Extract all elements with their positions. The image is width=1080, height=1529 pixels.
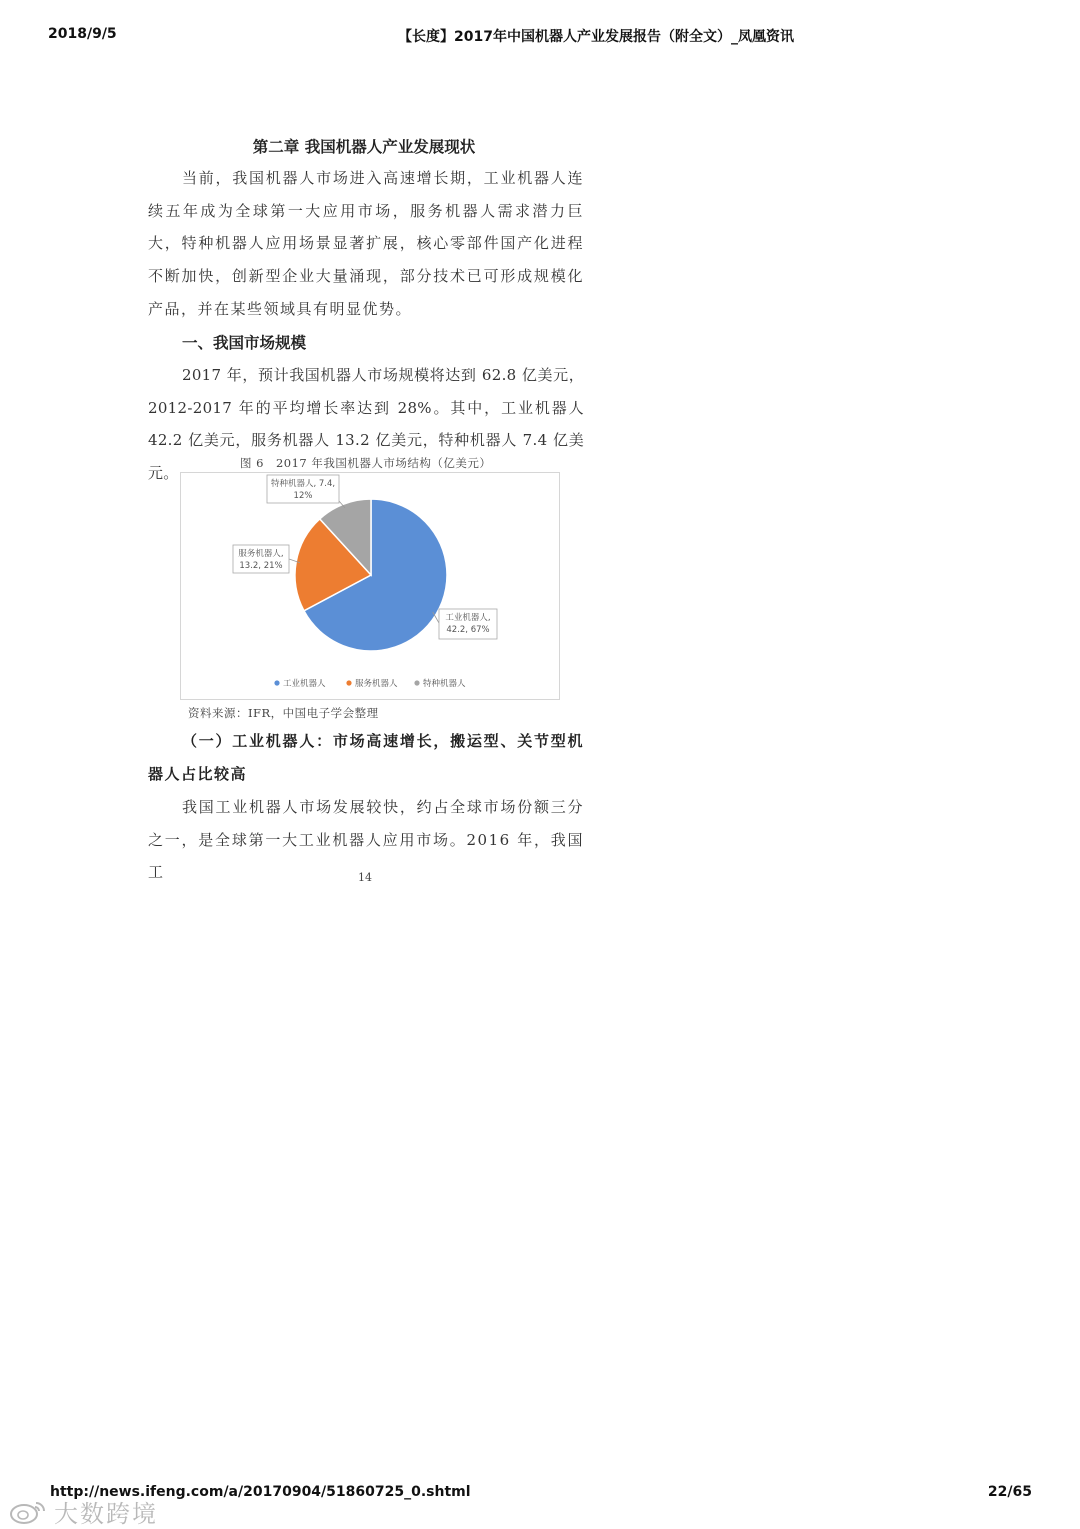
document-page-number: 14 bbox=[358, 871, 372, 884]
page-title: 【长度】2017年中国机器人产业发展报告（附全文）_凤凰资讯 bbox=[398, 29, 794, 45]
industrial-robot-paragraph: 我国工业机器人市场发展较快，约占全球市场份额三分之一，是全球第一大工业机器人应用市场。2016 年，我国工 bbox=[148, 798, 584, 882]
intro-paragraph: 当前，我国机器人市场进入高速增长期，工业机器人连续五年成为全球第一大应用市场，服务机器人需求潜力巨大，特种机器人应用场景显著扩展，核心零部件国产化进程不断加快，创新型企业大量涌现，部分技术已可形成规模化产品，并在某些领域具有明显优势。 bbox=[148, 169, 584, 318]
chapter-title: 第二章 我国机器人产业发展现状 bbox=[252, 138, 476, 156]
legend-marker bbox=[346, 680, 351, 685]
weibo-logo-icon bbox=[8, 1497, 48, 1525]
figure-caption: 图 6 2017 年我国机器人市场结构（亿美元） bbox=[240, 456, 492, 470]
legend-label: 特种机器人 bbox=[423, 679, 466, 689]
pie-chart-frame bbox=[180, 472, 560, 700]
legend-label: 服务机器人 bbox=[355, 679, 398, 689]
data-label-name: 工业机器人, bbox=[445, 613, 491, 623]
watermark-text: 大数跨境 bbox=[54, 1499, 158, 1528]
section-heading: 一、我国市场规模 bbox=[182, 334, 307, 352]
legend-marker bbox=[274, 680, 279, 685]
source-note: 资料来源：IFR，中国电子学会整理 bbox=[188, 706, 379, 720]
data-label-value: 42.2, 67% bbox=[446, 625, 490, 635]
legend-label: 工业机器人 bbox=[283, 679, 326, 689]
data-label-name: 特种机器人, 7.4, bbox=[270, 479, 336, 489]
data-label-value: 13.2, 21% bbox=[239, 561, 283, 571]
market-size-paragraph: 2017 年，预计我国机器人市场规模将达到 62.8 亿美元，2012-2017 年的平均增长率达到 28%。其中，工业机器人 42.2 亿美元，服务机器人 13.2 亿美元，特种机器人 7.4 亿美元。 bbox=[148, 366, 584, 483]
data-label-name: 服务机器人, bbox=[238, 549, 284, 559]
legend-marker bbox=[414, 680, 419, 685]
watermark bbox=[8, 1494, 158, 1528]
pdf-page-counter: 22/65 bbox=[987, 1484, 1032, 1500]
print-date: 2018/9/5 bbox=[48, 26, 117, 42]
pie-chart bbox=[181, 473, 559, 699]
subsection-heading: （一）工业机器人：市场高速增长，搬运型、关节型机器人占比较高 bbox=[148, 732, 584, 783]
data-label-value: 12% bbox=[293, 491, 313, 501]
source-url: http://news.ifeng.com/a/20170904/51860725_0.shtml bbox=[50, 1484, 471, 1500]
